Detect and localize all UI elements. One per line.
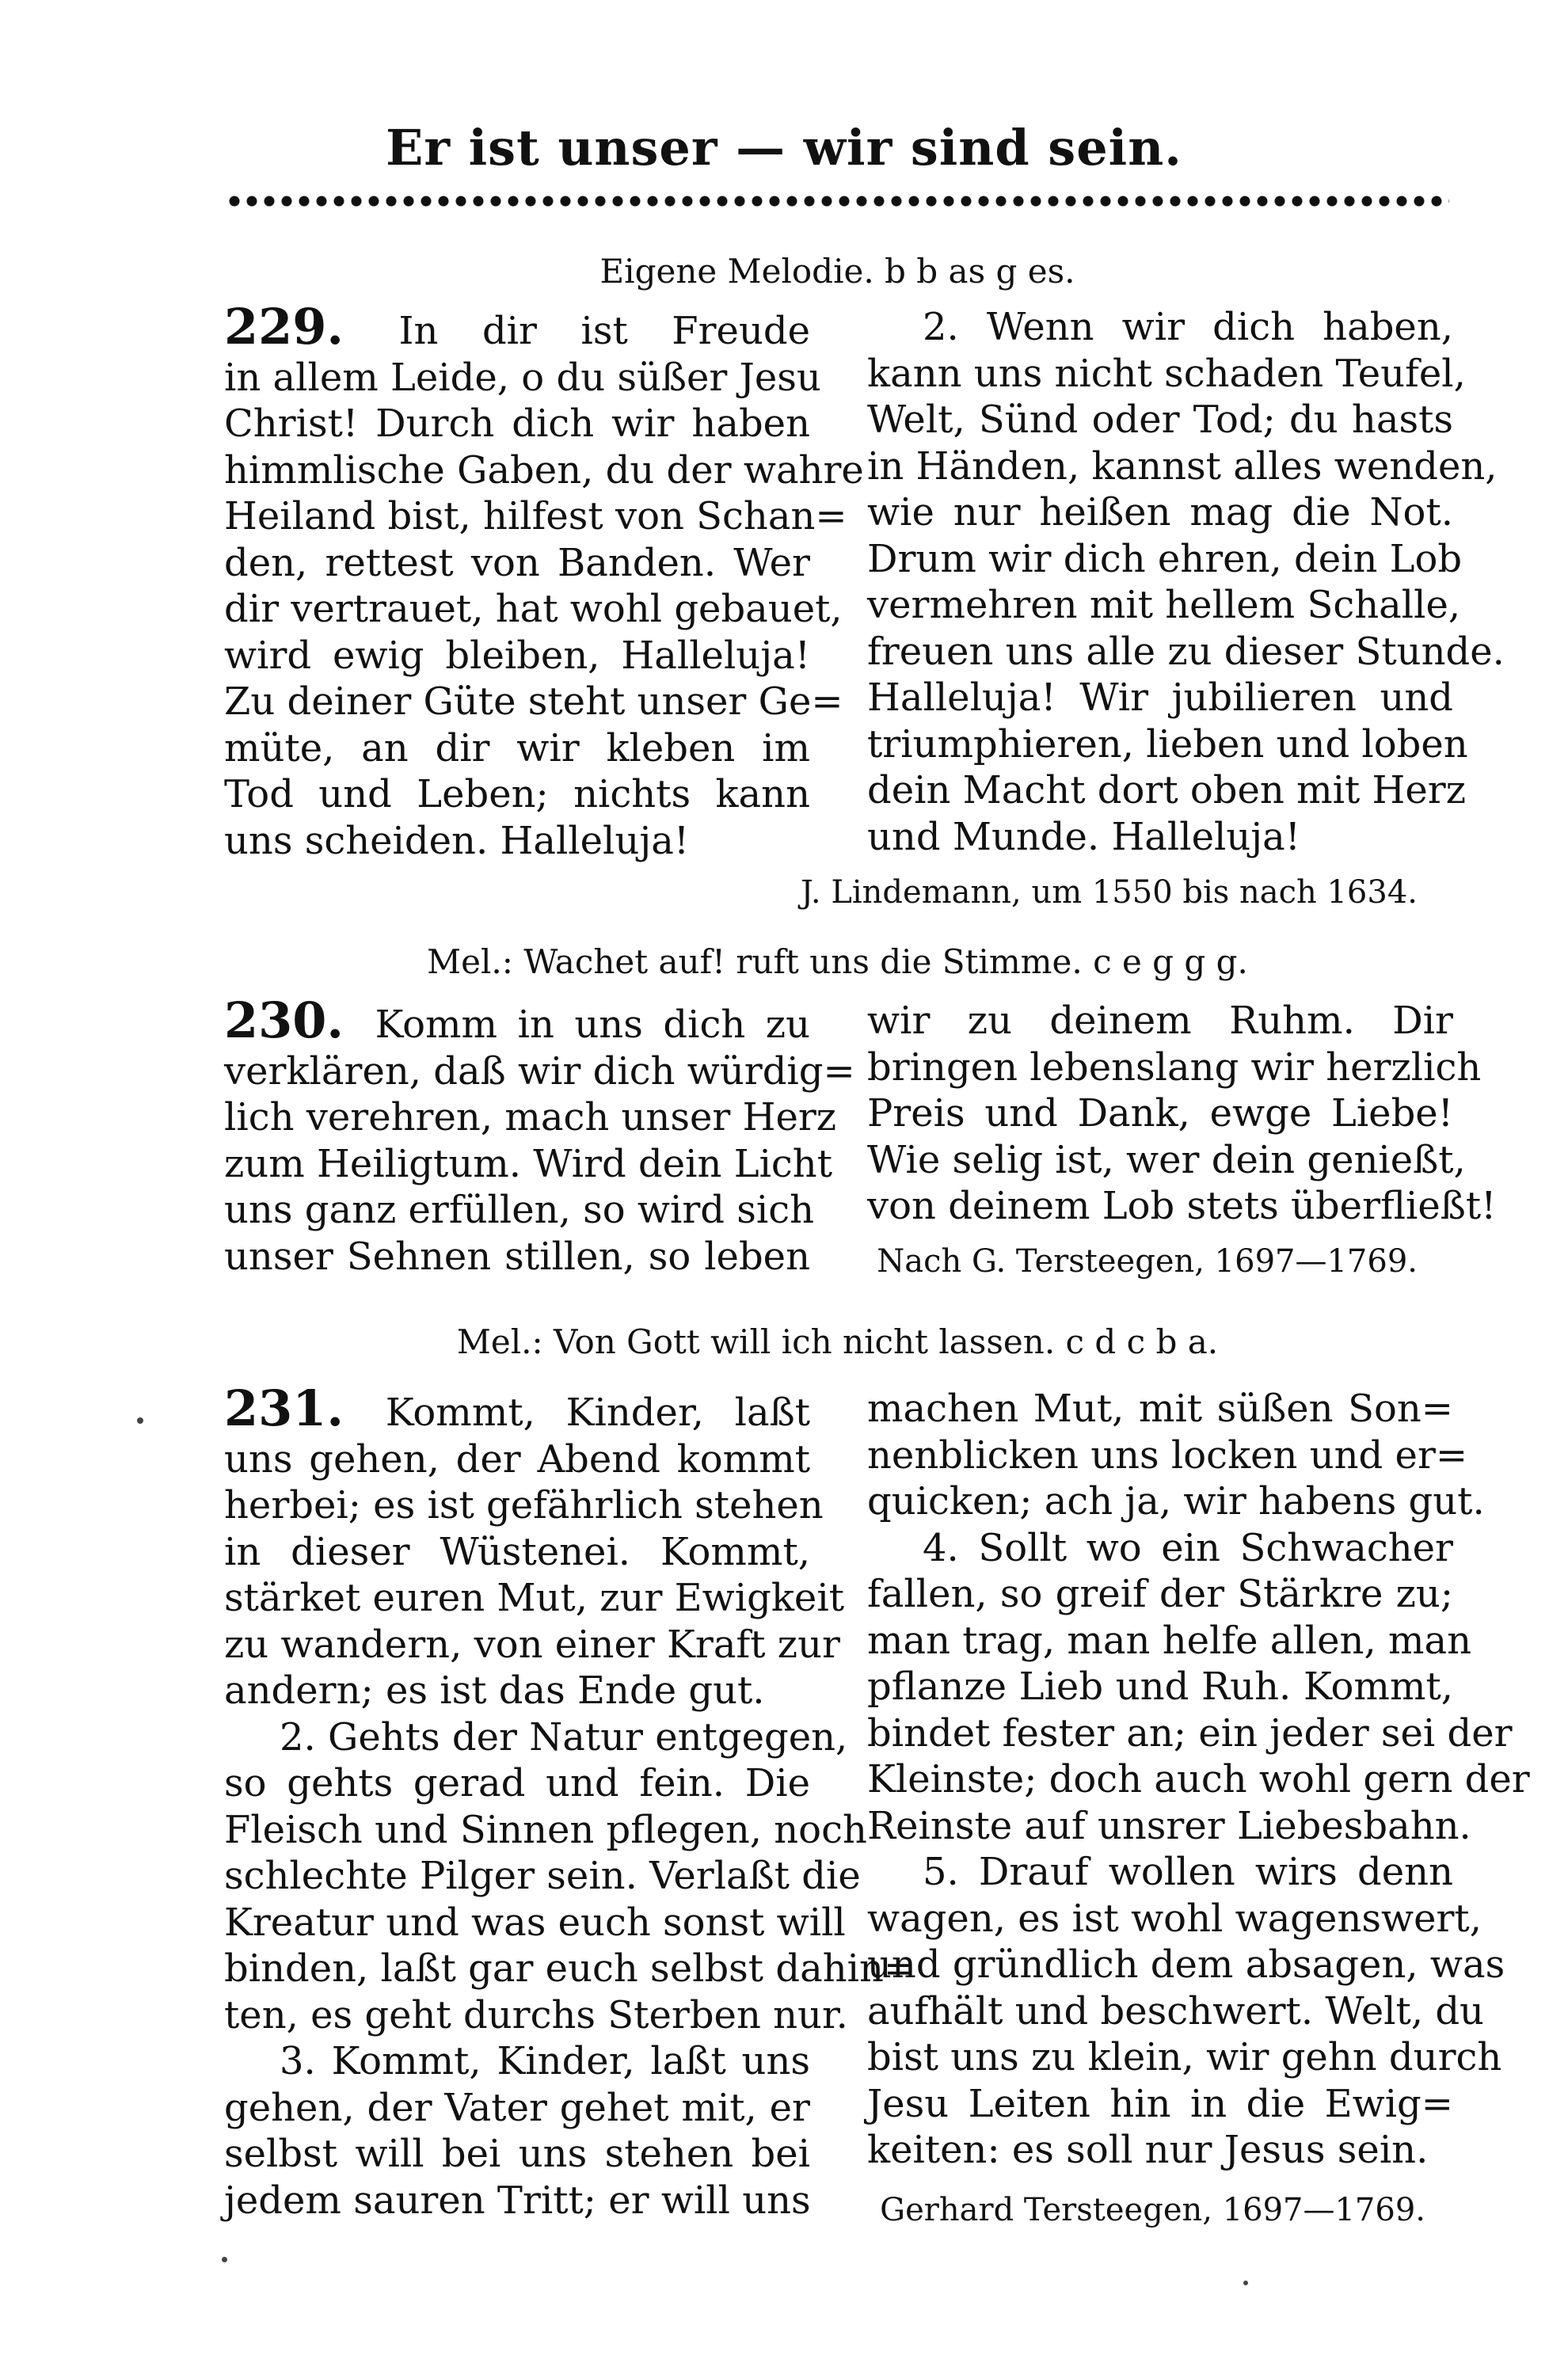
verse-line: 2. Gehts der Natur entgegen, [280, 1714, 848, 1760]
hymn-231-right-column [867, 1386, 1530, 2174]
verse-line: fallen, so greif der Stärkre zu; [867, 1572, 1453, 1616]
verse-line: in Händen, kannst alles wenden, [867, 443, 1498, 489]
verse-line: binden, laßt gar euch selbst dahin= [224, 1946, 916, 1991]
verse-line: freuen uns alle zu dieser Stunde. [867, 629, 1505, 674]
hymn-230-right-column [867, 998, 1497, 1230]
verse-line: machen Mut, mit süßen Son= [867, 1387, 1453, 1431]
verse-line: schlechte Pilger sein. Verlaßt die [224, 1854, 861, 1898]
verse-line: müte, an dir wir kleben im [224, 725, 810, 770]
hymn-number: 229. [224, 298, 344, 356]
verse-line: triumphieren, lieben und loben [867, 721, 1468, 767]
verse-line: stärket euren Mut, zur Ewigkeit [224, 1576, 844, 1620]
verse-line: bist uns zu klein, wir gehn durch [867, 2035, 1502, 2079]
melody-231: Mel.: Von Gott will ich nicht lassen. c d c b a. [456, 1322, 1219, 1361]
hymn-number: 231. [224, 1379, 344, 1437]
verse-line: wir zu deinem Ruhm. Dir [867, 999, 1453, 1043]
verse-line: 4. Sollt wo ein Schwacher [923, 1525, 1453, 1570]
verse-line: so gehts gerad und fein. Die [224, 1761, 810, 1805]
verse-line: 231. Kommt, Kinder, laßt [224, 1379, 810, 1437]
verse-line: himmlische Gaben, du der wahre [224, 447, 864, 493]
verse-line: herbei; es ist gefährlich stehen [224, 1483, 824, 1528]
verse-line: Reinste auf unsrer Liebesbahn. [867, 1803, 1471, 1848]
verse-line: dein Macht dort oben mit Herz [867, 768, 1466, 812]
verse-line: Jesu Leiten hin in die Ewig= [867, 2081, 1453, 2126]
author-231: Gerhard Tersteegen, 1697—1769. [880, 2192, 1425, 2228]
author-230: Nach G. Tersteegen, 1697—1769. [877, 1243, 1418, 1280]
verse-line: 3. Kommt, Kinder, laßt uns [280, 2039, 810, 2083]
verse-line: in allem Leide, o du süßer Jesu [224, 355, 821, 400]
verse-line: den, rettest von Banden. Wer [224, 540, 810, 585]
verse-line: vermehren mit hellem Schalle, [867, 583, 1461, 627]
verse-line: bindet fester an; ein jeder sei der [867, 1710, 1513, 1756]
verse-line: Halleluja! Wir jubilieren und [867, 675, 1453, 720]
verse-line: Preis und Dank, ewge Liebe! [867, 1091, 1453, 1136]
verse-line: Christ! Durch dich wir haben [224, 401, 810, 446]
verse-line: man trag, man helfe allen, man [867, 1618, 1472, 1663]
hymn-230-left-column [224, 991, 855, 1280]
melody-230: Mel.: Wachet auf! ruft uns die Stimme. c e g g g. [427, 942, 1248, 981]
verse-line: zum Heiligtum. Wird dein Licht [224, 1141, 832, 1186]
verse-line: verklären, daß wir dich würdig= [224, 1048, 855, 1094]
verse-line: andern; es ist das Ende gut. [224, 1668, 765, 1713]
verse-line: dir vertrauet, hat wohl gebauet, [224, 587, 843, 631]
verse-line: unser Sehnen stillen, so leben [224, 1234, 810, 1279]
verse-line: uns scheiden. Halleluja! [224, 818, 690, 863]
verse-line: jedem sauren Tritt; er will uns [224, 2178, 811, 2223]
verse-line: Drum wir dich ehren, dein Lob [867, 536, 1463, 581]
verse-line: Heiland bist, hilfest von Schan= [224, 494, 847, 538]
verse-line: quicken; ach ja, wir habens gut. [867, 1479, 1485, 1524]
verse-line: 5. Drauf wollen wirs denn [923, 1850, 1453, 1894]
hymn-231-left-column [224, 1379, 916, 2224]
verse-line: 230. Komm in uns dich zu [224, 991, 810, 1049]
verse-line: zu wandern, von einer Kraft zur [224, 1622, 840, 1667]
print-speck [137, 1417, 143, 1424]
verse-line: wie nur heißen mag die Not. [867, 490, 1453, 535]
verse-line: und gründlich dem absagen, was [867, 1942, 1505, 1987]
verse-line: gehen, der Vater gehet mit, er [224, 2085, 810, 2130]
verse-line: ten, es geht durchs Sterben nur. [224, 1992, 848, 2037]
verse-line: 2. Wenn wir dich haben, [923, 305, 1453, 349]
verse-line: keiten: es soll nur Jesus sein. [867, 2128, 1429, 2172]
melody-229: Eigene Melodie. b b as g es. [599, 252, 1075, 291]
verse-line: 229. In dir ist Freude [224, 298, 810, 356]
verse-line: wird ewig bleiben, Halleluja! [224, 633, 810, 678]
verse-line: aufhält und beschwert. Welt, du [867, 1988, 1484, 2033]
verse-line: Kreatur und was euch sonst will [224, 1900, 846, 1945]
verse-line: Kleinste; doch auch wohl gern der [867, 1757, 1530, 1801]
verse-line: lich verehren, mach unser Herz [224, 1095, 837, 1139]
verse-line: nenblicken uns locken und er= [867, 1432, 1468, 1478]
verse-line: Zu deiner Güte steht unser Ge= [224, 679, 843, 724]
verse-line: von deinem Lob stets überfließt! [867, 1184, 1497, 1228]
hymn-229-left-column [224, 298, 864, 864]
print-speck [1243, 2281, 1248, 2285]
verse-line: Tod und Leben; nichts kann [224, 772, 810, 816]
print-speck [222, 2257, 227, 2262]
dotted-rule [226, 196, 1449, 207]
verse-line: kann uns nicht schaden Teufel, [867, 351, 1466, 396]
verse-line: pflanze Lieb und Ruh. Kommt, [867, 1664, 1453, 1709]
hymn-229-right-column [867, 304, 1505, 860]
verse-line: wagen, es ist wohl wagenswert, [867, 1896, 1482, 1941]
verse-line: und Munde. Halleluja! [867, 814, 1301, 859]
verse-line: Welt, Sünd oder Tod; du hasts [867, 398, 1453, 442]
verse-line: uns ganz erfüllen, so wird sich [224, 1188, 815, 1232]
author-229: J. Lindemann, um 1550 bis nach 1634. [800, 874, 1418, 911]
page-title: Er ist unser — wir sind sein. [386, 119, 1182, 177]
verse-line: bringen lebenslang wir herzlich [867, 1044, 1482, 1090]
hymn-number: 230. [224, 991, 344, 1049]
verse-line: in dieser Wüstenei. Kommt, [224, 1529, 810, 1574]
verse-line: uns gehen, der Abend kommt [224, 1436, 810, 1482]
verse-line: Wie selig ist, wer dein genießt, [867, 1137, 1466, 1182]
verse-line: Fleisch und Sinnen pflegen, noch [224, 1807, 867, 1852]
verse-line: selbst will bei uns stehen bei [224, 2132, 810, 2176]
